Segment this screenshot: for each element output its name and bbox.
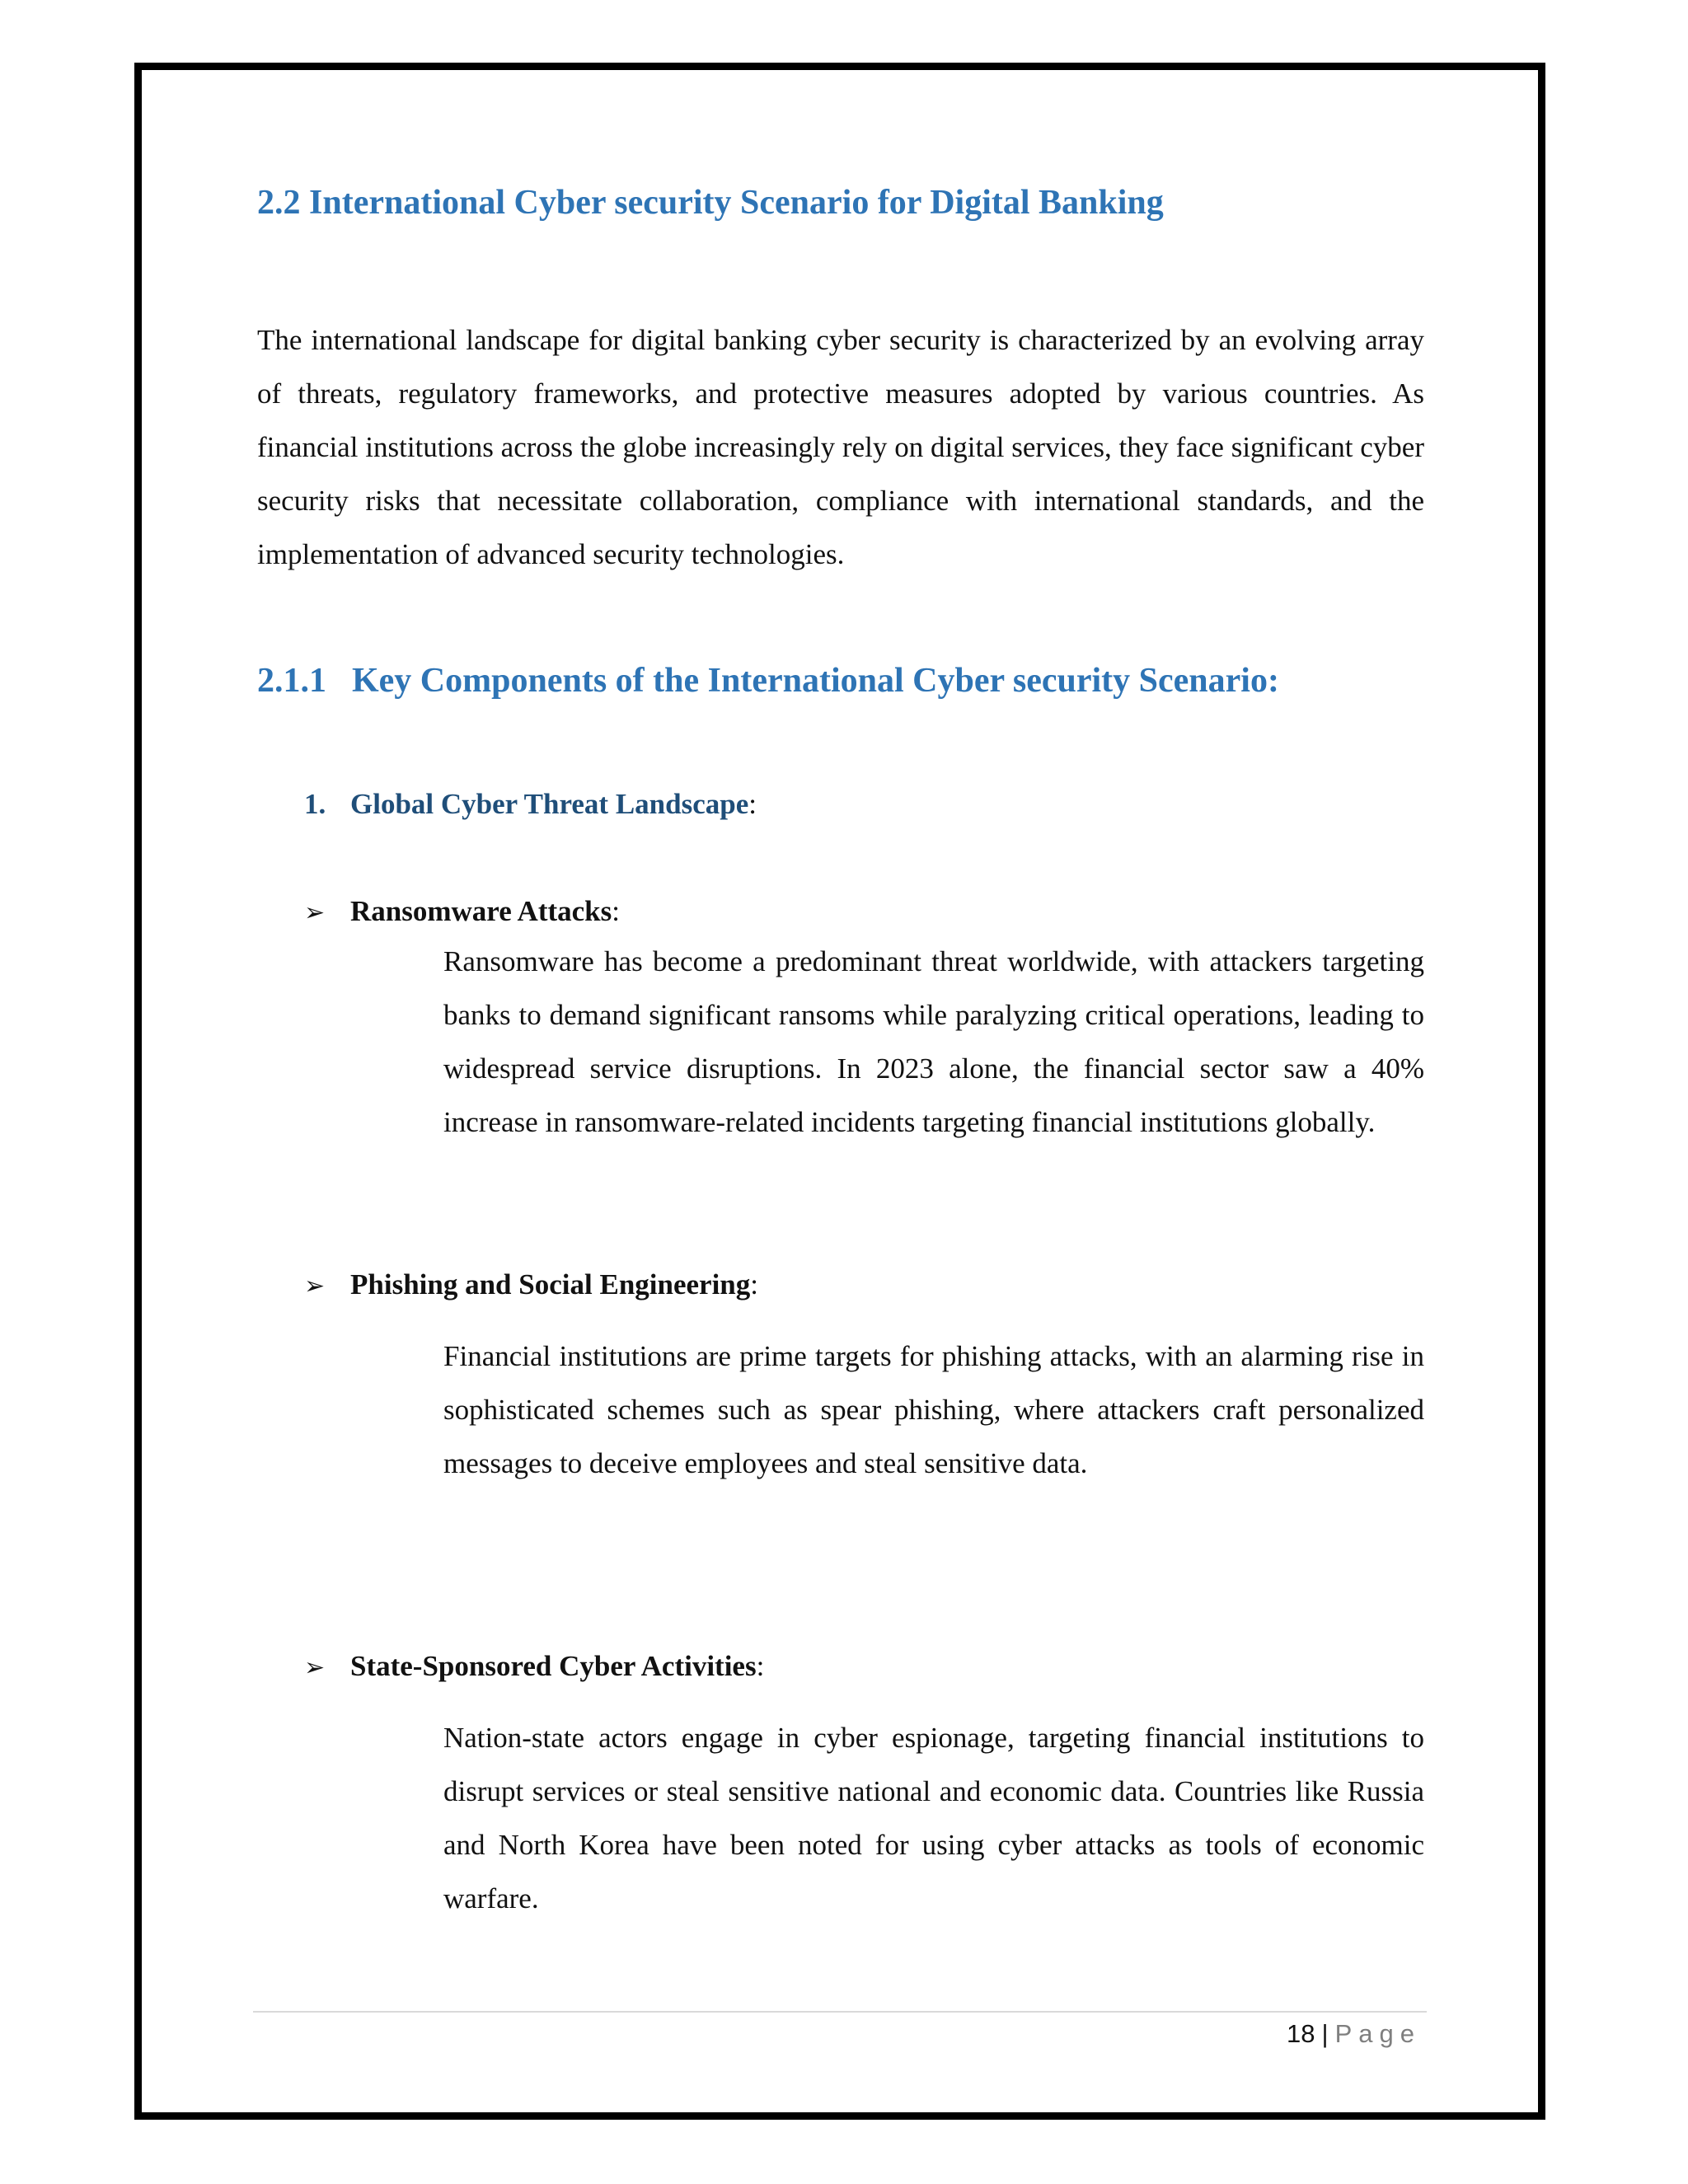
page-label: Page: [1334, 2019, 1421, 2048]
footer-separator: |: [1321, 2019, 1329, 2048]
subsection-title: Key Components of the International Cyber security Scenario:: [352, 662, 1279, 700]
subsection-number: 2.1.1: [257, 662, 326, 700]
bullet-item-state-sponsored: [304, 1646, 764, 1689]
bullet-text-phishing: Financial institutions are prime targets for phishing attacks, with an alarming rise in sophisticated schemes such as spear phishing, where attackers craft personalized messages to deceive employees and steal sensitive data.: [443, 1340, 1424, 1479]
page-number: 18: [1287, 2019, 1315, 2048]
bullet-text-ransomware: Ransomware has become a predominant threat worldwide, with attackers targeting banks to demand significant ransoms while paralyzing critical operations, leading to widespread service disruptions. In 2023 alone, the financial sector saw a 40% increase in ransomware-related incidents targeting financial institutions globally.: [443, 945, 1424, 1138]
bullet-suffix: :: [750, 1268, 759, 1301]
bullet-text-state-sponsored: Nation-state actors engage in cyber espionage, targeting financial institutions to disrupt services or steal sensitive national and economic data. Countries like Russia and North Korea have been noted for using cyber attacks as tools of economic warfare.: [443, 1722, 1424, 1915]
numbered-list-item: [304, 784, 757, 825]
bullet-title: Phishing and Social Engineering: [350, 1268, 751, 1301]
bullet-title: Ransomware Attacks: [350, 895, 612, 927]
bullet-title: State-Sponsored Cyber Activities: [350, 1650, 757, 1682]
list-item-suffix: :: [748, 788, 757, 820]
bullet-item-phishing: [304, 1264, 758, 1307]
arrow-bullet-icon: ➢: [304, 898, 326, 927]
list-number: 1.: [304, 788, 326, 820]
section-heading: 2.2 International Cyber security Scenario for Digital Banking: [257, 184, 1164, 222]
arrow-bullet-icon: ➢: [304, 1653, 326, 1682]
arrow-bullet-icon: ➢: [304, 1272, 326, 1301]
subsection-heading: [257, 661, 1279, 701]
bullet-suffix: :: [756, 1650, 765, 1682]
page-footer: [989, 2014, 1421, 2054]
intro-paragraph: The international landscape for digital banking cyber security is characterized by an evolving array of threats, regulatory frameworks, and protective measures adopted by various countries. As financial institutions across the globe increasingly rely on digital services, they face significant cyber security risks that necessitate collaboration, compliance with international standards, and the implementation of advanced security technologies.: [257, 324, 1424, 570]
footer-divider: [253, 2011, 1427, 2013]
list-item-title: Global Cyber Threat Landscape: [350, 788, 749, 820]
bullet-suffix: :: [612, 895, 620, 927]
bullet-item-ransomware: [304, 891, 620, 934]
